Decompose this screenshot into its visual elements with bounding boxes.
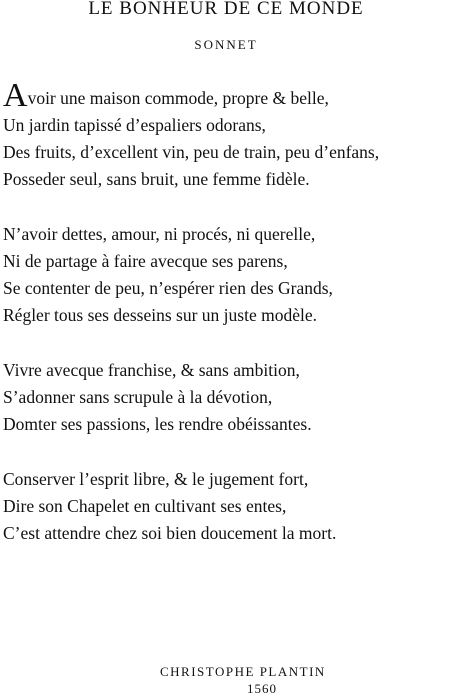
poem-line: Un jardin tapissé d’espaliers odorans,: [3, 115, 266, 135]
publication-year: 1560: [247, 681, 277, 696]
author-name: CHRISTOPHE PLANTIN: [160, 664, 326, 679]
poem-line: Des fruits, d’excellent vin, peu de train, peu d’enfans,: [3, 142, 380, 162]
poem-line: Régler tous ses desseins sur un juste modèle.: [3, 305, 317, 325]
poem-line: Domter ses passions, les rendre obéissantes.: [3, 414, 312, 434]
first-line-text: voir une maison commode, propre & belle,: [27, 88, 329, 108]
poem-line: N’avoir dettes, amour, ni procés, ni querelle,: [3, 224, 316, 244]
poem-line: Dire son Chapelet en cultivant ses entes,: [3, 496, 287, 516]
poem-line: Conserver l’esprit libre, & le jugement fort,: [3, 469, 309, 489]
poem-line: Vivre avecque franchise, & sans ambition,: [3, 360, 300, 380]
poem-line: S’adonner sans scrupule à la dévotion,: [3, 387, 273, 407]
poem-line: Se contenter de peu, n’espérer rien des Grands,: [3, 278, 333, 298]
poem-line: C’est attendre chez soi bien doucement la mort.: [3, 523, 337, 543]
drop-cap: A: [3, 77, 28, 114]
poem-subtitle: SONNET: [194, 37, 258, 52]
stanza-2: [3, 221, 449, 329]
poem-line: Posseder seul, sans bruit, une femme fidèle.: [3, 169, 310, 189]
poem-line: [3, 77, 449, 114]
stanza-1: [3, 77, 449, 193]
stanza-4: [3, 466, 449, 547]
poem-title: LE BONHEUR DE CE MONDE: [88, 0, 364, 19]
poem-line: Ni de partage à faire avecque ses parens,: [3, 251, 288, 271]
stanza-3: [3, 357, 449, 438]
poem-body: [3, 77, 449, 575]
